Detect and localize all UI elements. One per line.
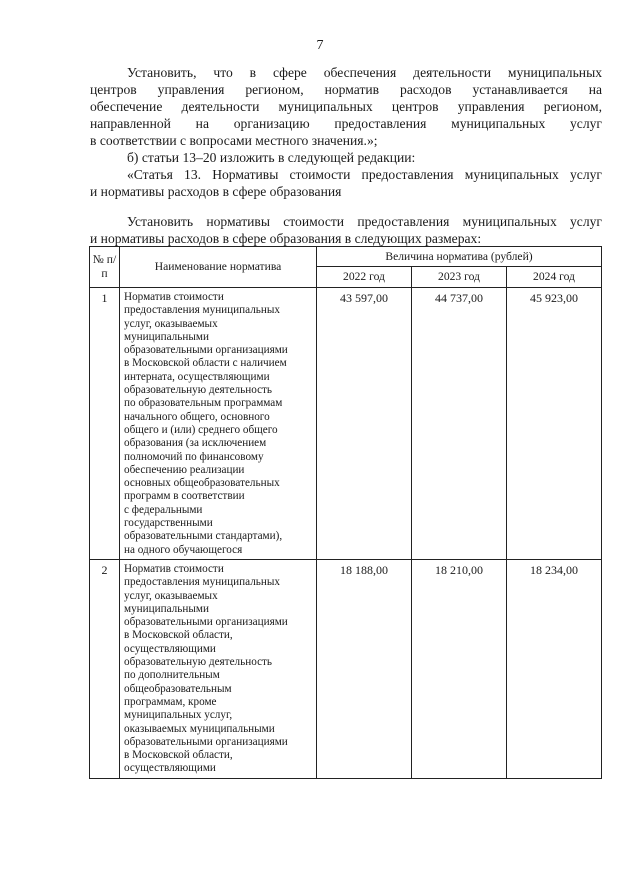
- name-line: муниципальными: [124, 602, 209, 615]
- name-line: образовательными организациями: [124, 616, 288, 629]
- name-line: общеобразовательным: [124, 682, 232, 695]
- intro-line: Установить, что в сфере обеспечения деятельности муниципальных: [127, 65, 602, 80]
- name-line: услуг, оказываемых: [124, 589, 218, 602]
- name-line: государственными: [124, 517, 213, 530]
- value-2023: 44 737,00: [412, 288, 507, 560]
- name-line: полномочий по финансовому: [124, 450, 264, 463]
- article-heading: [90, 166, 602, 200]
- row-num: 1: [90, 288, 120, 560]
- name-line: образовательную деятельность: [124, 656, 273, 669]
- intro-paragraph: [90, 64, 602, 149]
- value-2024: 18 234,00: [507, 559, 602, 778]
- establish-paragraph: [90, 213, 602, 247]
- row-name: [120, 288, 317, 560]
- name-line: в Московской области,: [124, 749, 233, 762]
- name-line: предоставления муниципальных: [124, 304, 280, 317]
- name-line: в Московской области,: [124, 629, 233, 642]
- row-num: 2: [90, 559, 120, 778]
- intro-line: направленной на организацию предоставления муниципальных услуг: [90, 116, 602, 131]
- name-line: Норматив стоимости: [124, 291, 224, 303]
- establish-line: Установить нормативы стоимости предоставления муниципальных услуг: [127, 214, 602, 229]
- row-name: [120, 559, 317, 778]
- header-year: 2024 год: [507, 267, 602, 288]
- name-line: программам, кроме: [124, 695, 217, 708]
- intro-line: центров управления регионом, норматив расходов устанавливается на: [90, 82, 602, 97]
- name-line: муниципальными: [124, 330, 209, 343]
- table-row: [90, 559, 602, 778]
- name-line: образования (за исключением: [124, 437, 267, 450]
- name-line: услуг, оказываемых: [124, 317, 218, 330]
- name-line: образовательными организациями: [124, 344, 288, 357]
- name-line: осуществляющими: [124, 762, 216, 775]
- table-row: [90, 288, 602, 560]
- name-line: в Московской области с наличием: [124, 357, 287, 370]
- name-line: обеспечению реализации: [124, 463, 245, 476]
- intro-line: обеспечение деятельности муниципальных центров управления регионом,: [90, 99, 602, 114]
- value-2022: 18 188,00: [317, 559, 412, 778]
- header-year: 2023 год: [412, 267, 507, 288]
- name-line: образовательными организациями: [124, 735, 288, 748]
- name-line: осуществляющими: [124, 642, 216, 655]
- header-year: 2022 год: [317, 267, 412, 288]
- name-line: муниципальных услуг,: [124, 709, 233, 722]
- page-number: 7: [316, 38, 324, 53]
- name-line: основных общеобразовательных: [124, 477, 280, 490]
- name-line: Норматив стоимости: [124, 562, 224, 575]
- name-line: интерната, осуществляющими: [124, 370, 270, 383]
- intro-line: в соответствии с вопросами местного значения.»;: [90, 133, 378, 148]
- name-line: на одного обучающегося: [124, 543, 243, 556]
- header-name: Наименование норматива: [120, 247, 317, 288]
- header-value: Величина норматива (рублей): [317, 247, 602, 267]
- name-line: программ в соответствии: [124, 490, 245, 503]
- name-line: общего и (или) среднего общего: [124, 423, 278, 436]
- name-line: с федеральными: [124, 503, 203, 516]
- value-2022: 43 597,00: [317, 288, 412, 560]
- article-heading-line: и нормативы расходов в сфере образования: [90, 184, 342, 199]
- name-line: предоставления муниципальных: [124, 576, 280, 589]
- value-2024: 45 923,00: [507, 288, 602, 560]
- norms-table: [89, 246, 602, 779]
- establish-line: и нормативы расходов в сфере образования в следующих размерах:: [90, 231, 482, 246]
- name-line: начального общего, основного: [124, 410, 270, 423]
- name-line: по дополнительным: [124, 669, 220, 682]
- article-heading-line: «Статья 13. Нормативы стоимости предоставления муниципальных услуг: [127, 167, 602, 182]
- header-num: № п/п: [90, 247, 120, 288]
- item-b: б) статьи 13–20 изложить в следующей редакции:: [127, 150, 416, 165]
- name-line: оказываемых муниципальными: [124, 722, 275, 735]
- name-line: по образовательным программам: [124, 397, 283, 410]
- value-2023: 18 210,00: [412, 559, 507, 778]
- name-line: образовательными стандартами),: [124, 530, 283, 543]
- name-line: образовательную деятельность: [124, 384, 273, 397]
